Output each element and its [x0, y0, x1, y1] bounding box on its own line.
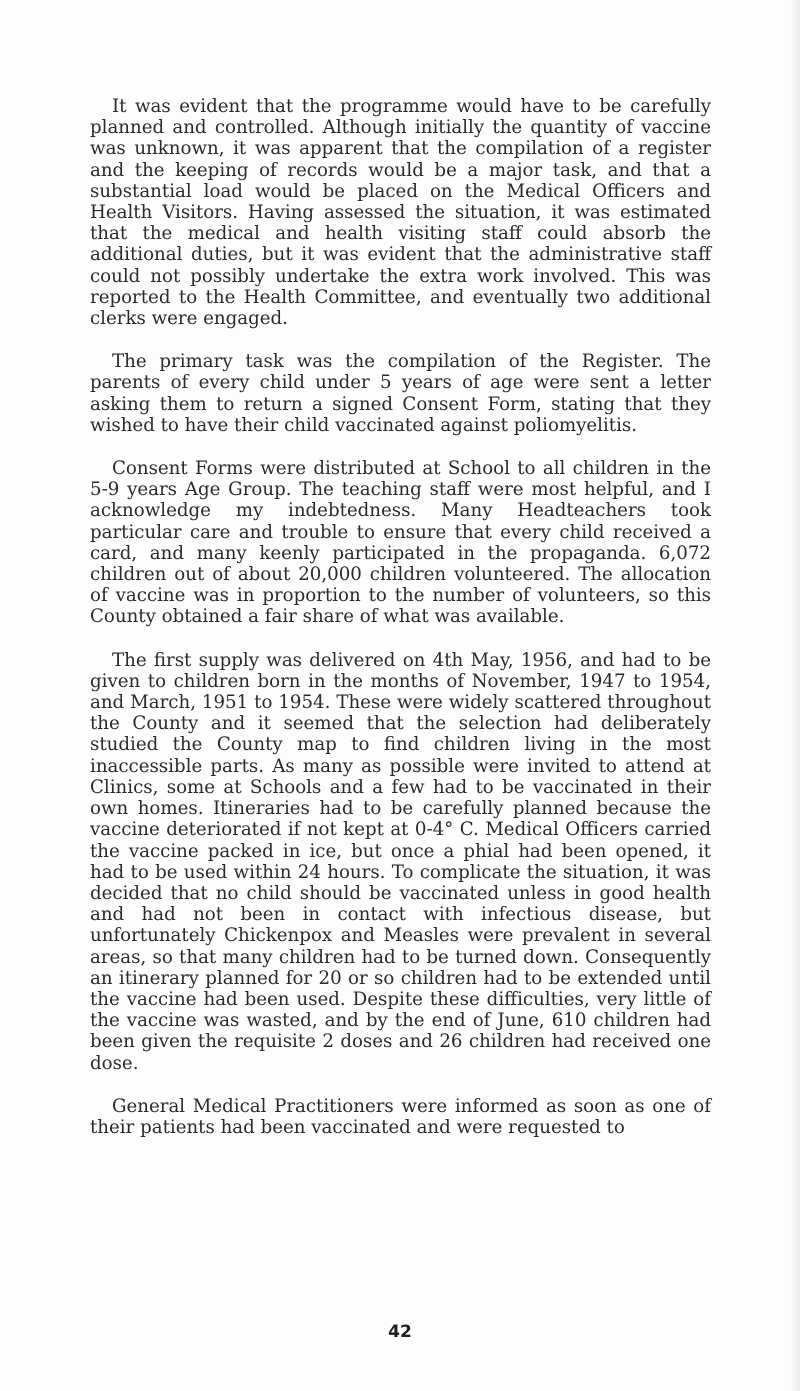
paragraph-general-practitioners: General Medical Practitioners were informed as soon as one of their patients had been vaccinated and were requested to — [90, 1095, 711, 1138]
paragraph-consent-forms: Consent Forms were distributed at School to all children in the 5-9 years Age Group. The teaching staff were most helpful, and I acknowledge my indebtedness. Many Headteachers took particular care and trouble to ensure that every child received a card, and many keenly participated in the propaganda. 6,072 children out of about 20,000 children volunteered. The allocation of vaccine was in proportion to the number of volunteers, so this County obtained a fair share of what was available. — [90, 458, 711, 628]
paragraph-programme-planning: It was evident that the programme would have to be carefully planned and controlled. Although initially the quantity of vaccine was unknown, it was apparent that the compilation of a register and the keeping of records would be a major task, and that a substantial load would be placed on the Medical Officers and Health Visitors. Having assessed the situation, it was estimated that the medical and health visiting staff could absorb the additional duties, but it was evident that the administrative staff could not possibly undertake the extra work involved. This was reported to the Health Committee, and eventually two additional clerks were engaged. — [90, 96, 711, 330]
paragraph-first-supply: The first supply was delivered on 4th May, 1956, and had to be given to children born in the months of November, 1947 to 1954, and March, 1951 to 1954. These were widely scattered throughout the County and it seemed that the selection had deliberately studied the County map to find children living in the most inaccessible parts. As many as possible were invited to attend at Clinics, some at Schools and a few had to be vaccinated in their own homes. Itineraries had to be carefully planned because the vaccine deteriorated if not kept at 0-4° C. Medical Officers carried the vaccine packed in ice, but once a phial had been opened, it had to be used within 24 hours. To complicate the situation, it was decided that no child should be vaccinated unless in good health and had not been in contact with infectious disease, but unfortunately Chickenpox and Measles were prevalent in several areas, so that many children had to be turned down. Consequently an itinerary planned for 20 or so children had to be extended until the vaccine had been used. Despite these difficulties, very little of the vaccine was wasted, and by the end of June, 610 children had been given the requisite 2 doses and 26 children had received one dose. — [90, 649, 711, 1074]
page-number: 42 — [388, 1322, 412, 1342]
paragraph-register-compilation: The primary task was the compilation of the Register. The parents of every child under 5 years of age were sent a letter asking them to return a signed Consent Form, stating that they wished to have their child vaccinated against poliomyelitis. — [90, 351, 711, 436]
body-text — [90, 96, 711, 1138]
page-edge-shadow — [790, 0, 800, 1391]
